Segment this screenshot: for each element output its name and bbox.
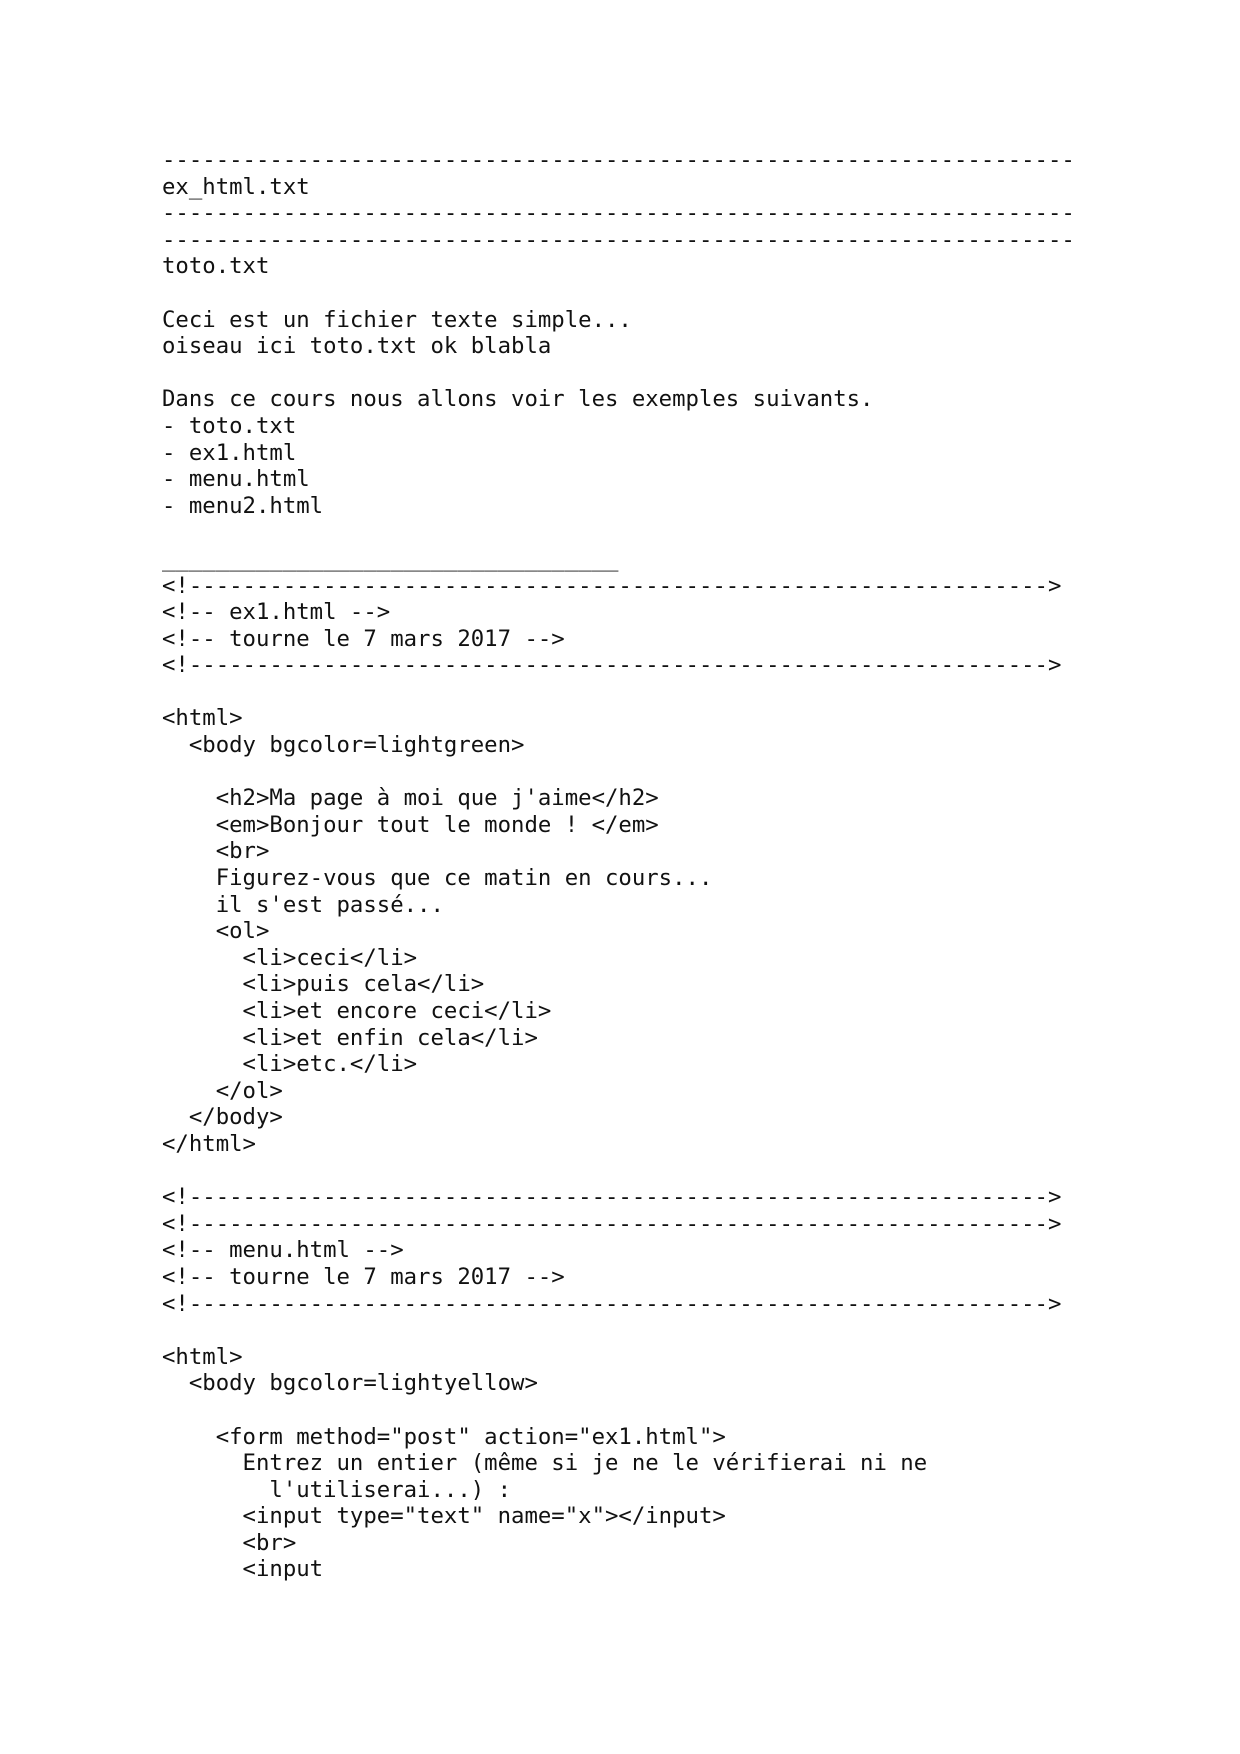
text-line: <li>et enfin cela</li> (162, 1024, 538, 1051)
text-line: <!----------------------------------------------------------------> (162, 1210, 1062, 1237)
text-line: <body bgcolor=lightyellow> (162, 1370, 538, 1397)
text-line: -------------------------------------------------------------------- (162, 200, 1075, 227)
text-line: Ceci est un fichier texte simple... (162, 306, 632, 333)
text-line: <br> (162, 838, 270, 865)
text-line: </html> (162, 1130, 256, 1157)
text-line: toto.txt (162, 253, 270, 280)
text-line: <!-- tourne le 7 mars 2017 --> (162, 625, 565, 652)
text-line (162, 519, 1112, 546)
text-line (162, 759, 1112, 786)
text-line (162, 1397, 1112, 1424)
text-line: il s'est passé... (162, 891, 444, 918)
text-line: <!-- menu.html --> (162, 1237, 404, 1264)
text-line: Entrez un entier (même si je ne le vérifierai ni ne (162, 1450, 928, 1477)
text-line: -------------------------------------------------------------------- (162, 147, 1075, 173)
text-line: <h2>Ma page à moi que j'aime</h2> (162, 785, 659, 812)
text-line (162, 280, 1112, 307)
text-line: l'utiliserai...) : (162, 1476, 512, 1503)
text-line: <body bgcolor=lightgreen> (162, 732, 525, 759)
text-line (162, 1317, 1112, 1344)
text-line: <form method="post" action="ex1.html"> (162, 1423, 726, 1450)
document-text (162, 147, 1112, 1583)
text-line: Figurez-vous que ce matin en cours... (162, 865, 713, 892)
text-line: - ex1.html (162, 439, 297, 466)
text-line: -------------------------------------------------------------------- (162, 226, 1075, 253)
text-line: <!----------------------------------------------------------------> (162, 1184, 1062, 1211)
text-line: <li>et encore ceci</li> (162, 998, 552, 1024)
text-line: <!----------------------------------------------------------------> (162, 572, 1062, 599)
text-line (162, 360, 1112, 387)
text-line: <input type="text" name="x"></input> (162, 1503, 726, 1530)
text-line: <!----------------------------------------------------------------> (162, 1290, 1062, 1317)
text-line: oiseau ici toto.txt ok blabla (162, 333, 552, 360)
text-line: - menu2.html (162, 492, 324, 519)
text-line: <li>puis cela</li> (162, 971, 485, 998)
text-line: <li>ceci</li> (162, 944, 418, 971)
text-line: <li>etc.</li> (162, 1051, 418, 1078)
text-line: <!----------------------------------------------------------------> (162, 652, 1062, 679)
text-line: __________________________________ (162, 545, 619, 572)
text-line: <ol> (162, 918, 270, 945)
text-line: </ol> (162, 1077, 283, 1104)
text-line: - menu.html (162, 466, 310, 493)
text-line: Dans ce cours nous allons voir les exemples suivants. (162, 386, 874, 413)
text-line: ex_html.txt (162, 173, 310, 200)
text-line: - toto.txt (162, 412, 297, 439)
text-line: <em>Bonjour tout le monde ! </em> (162, 811, 659, 838)
text-line (162, 1158, 1112, 1185)
text-line: </body> (162, 1104, 283, 1131)
text-line: <input (162, 1556, 324, 1583)
text-line: <html> (162, 1343, 243, 1370)
text-line: <!-- ex1.html --> (162, 599, 391, 626)
text-line: <br> (162, 1529, 297, 1556)
text-line: <!-- tourne le 7 mars 2017 --> (162, 1263, 565, 1290)
text-line (162, 679, 1112, 706)
text-line: <html> (162, 705, 243, 732)
